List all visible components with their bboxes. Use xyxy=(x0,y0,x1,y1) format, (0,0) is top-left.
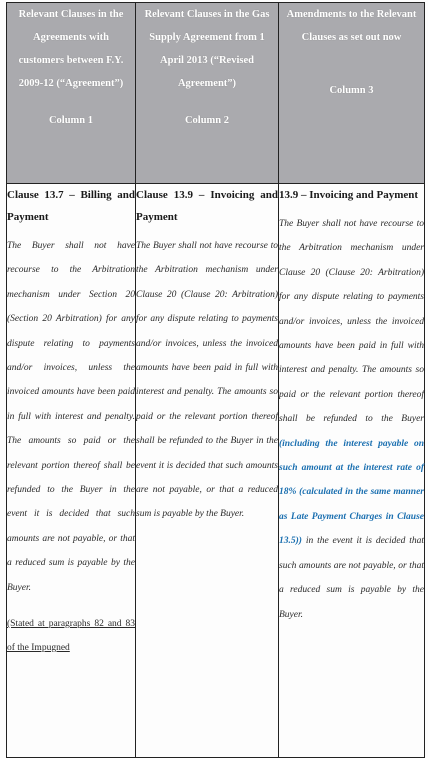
header-line: 2009-12 (“Agreement”) xyxy=(18,78,124,89)
clause-title: Clause 13.9 – Invoicing and Payment xyxy=(136,189,278,223)
clause-text-before: The Buyer shall not have recourse to the Arbitration mechanism under Clause 20 (Clause 20: Arbitration) for any dispute relating to payments and/or invoices, unless the invoiced amounts have been paid in full with interest and penalty. The amounts so paid or the relevant portion thereof shall be refunded to the Buyer xyxy=(279,219,424,425)
clause-text-after: in the event it is decided that such amounts are not payable, or that a reduced sum is payable by the Buyer. xyxy=(279,536,424,620)
column-1-cell xyxy=(7,184,136,758)
clause-text: The Buyer shall not have recourse to the Arbitration mechanism under Clause 20 (Clause 20: Arbitration) for any dispute relating to payments and/or invoices, unless the invoiced amounts have been paid in full with interest and penalty. The amounts so paid or the relevant portion thereof shall be refunded to the Buyer in the event it is decided that such amounts are not payable, or that a reduced sum is payable by the Buyer. xyxy=(136,241,278,520)
comparison-table xyxy=(6,2,425,758)
clause-title: 13.9 – Invoicing and Payment xyxy=(279,189,419,201)
header-line: Agreements with xyxy=(33,32,109,43)
header-line: Supply Agreement from 1 xyxy=(149,32,265,43)
clause-text: The Buyer shall not have recourse to the Arbitration mechanism under Section 20 (Section 20 Arbitration) for any dispute relating to payments and/or invoices, unless the invoiced amounts have been paid in full with interest and penalty. The amounts so paid or the relevant portion thereof shall be refunded to the Buyer in the event it is decided that such amounts are not payable, or that a reduced sum is payable by the Buyer. xyxy=(7,241,135,593)
column-1-header xyxy=(7,3,136,184)
column-3-cell xyxy=(279,184,425,758)
column-label: Column 1 xyxy=(48,115,94,126)
column-2-header xyxy=(136,3,279,184)
header-line: Amendments to the Relevant xyxy=(286,9,417,20)
column-label: Column 2 xyxy=(184,115,230,126)
citation-note: (Stated at paragraphs 82 and 83 of the Impugned xyxy=(7,619,135,654)
header-line: Clauses as set out now xyxy=(301,32,402,43)
column-2-cell xyxy=(136,184,279,758)
column-label: Column 3 xyxy=(329,85,374,96)
header-line: Relevant Clauses in the Gas xyxy=(144,9,270,20)
header-line: Agreement”) xyxy=(177,78,237,89)
amendment-highlight: (including the interest payable on such amount at the interest rate of 18% (calculated in the same manner as Late Payment Charges in Clause 13.5)) xyxy=(279,438,424,547)
header-row xyxy=(7,3,425,184)
header-line: Relevant Clauses in the xyxy=(18,9,124,20)
header-line: April 2013 (“Revised xyxy=(160,55,254,66)
clause-title: Clause 13.7 – Billing and Payment xyxy=(7,189,135,223)
header-line: customers between F.Y. xyxy=(18,55,124,66)
column-3-header xyxy=(279,3,425,184)
clause-text xyxy=(279,212,424,627)
body-row xyxy=(7,184,425,758)
